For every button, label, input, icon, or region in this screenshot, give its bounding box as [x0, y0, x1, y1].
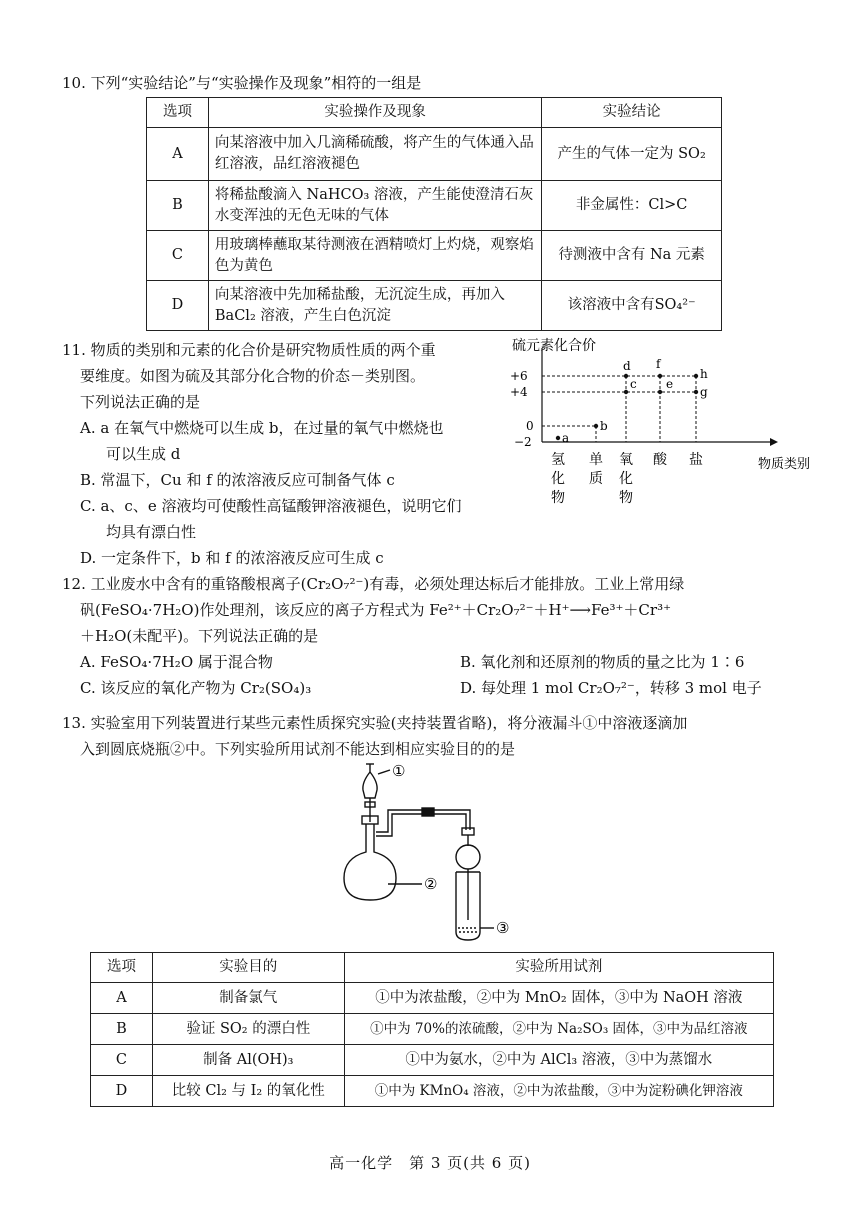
row-option: D — [147, 281, 209, 331]
point-g: g — [700, 385, 708, 399]
category-label: 单质 — [589, 452, 603, 487]
row-reagent: ①中为氨水，②中为 AlCl₃ 溶液，③中为蒸馏水 — [344, 1045, 773, 1076]
question-11-option-c: C. a、c、e 溶液均可使酸性高锰酸钾溶液褪色，说明它们 — [80, 497, 462, 515]
question-12-option-a: A. FeSO₄·7H₂O 属于混合物 — [80, 653, 273, 671]
question-11 — [62, 337, 522, 571]
table-row — [147, 281, 722, 331]
point-e: e — [666, 377, 674, 391]
apparatus-diagram — [330, 760, 550, 945]
header-option: 选项 — [147, 98, 209, 128]
row-option: C — [147, 231, 209, 281]
question-11-option-d: D. 一定条件下，b 和 f 的浓溶液反应可生成 c — [80, 549, 384, 567]
question-10 — [62, 70, 842, 96]
question-11-stem-line1: 11. 物质的类别和元素的化合价是研究物质性质的两个重 — [62, 341, 436, 359]
question-12-options — [62, 649, 842, 701]
question-11-option-a-cont: 可以生成 d — [106, 445, 181, 463]
question-12-stem-line1: 12. 工业废水中含有的重铬酸根离子(Cr₂O₇²⁻)有毒，必须处理达标后才能排放。工业上常用绿 — [62, 575, 685, 593]
page-footer: 高一化学 第 3 页(共 6 页) — [329, 1154, 531, 1172]
row-option: B — [147, 181, 209, 231]
row-operation: 用玻璃棒蘸取某待测液在酒精喷灯上灼烧，观察焰色为黄色 — [208, 231, 541, 281]
point-a: a — [562, 431, 570, 445]
ytick-zero: 0 — [526, 419, 534, 433]
question-12-option-c: C. 该反应的氧化产物为 Cr₂(SO₄)₃ — [80, 679, 312, 697]
question-11-option-c-cont: 均具有漂白性 — [106, 523, 197, 541]
table-row — [147, 181, 722, 231]
table-row — [91, 1045, 774, 1076]
table-row — [91, 1014, 774, 1045]
question-12 — [62, 571, 842, 701]
question-11-option-b: B. 常温下，Cu 和 f 的浓溶液反应可制备气体 c — [80, 471, 395, 489]
ytick-plus6: +6 — [510, 369, 528, 383]
ytick-plus4: +4 — [510, 385, 528, 399]
question-11-stem-line3: 下列说法正确的是 — [80, 393, 201, 411]
question-12-option-d: D. 每处理 1 mol Cr₂O₇²⁻，转移 3 mol 电子 — [460, 679, 762, 697]
ytick-minus2: −2 — [514, 435, 532, 449]
label-funnel: ① — [392, 762, 406, 780]
header-reagent: 实验所用试剂 — [344, 953, 773, 983]
category-label: 氢化物 — [551, 452, 565, 506]
table-header-row — [91, 953, 774, 983]
row-conclusion: 非金属性：Cl>C — [542, 181, 722, 231]
header-option: 选项 — [91, 953, 153, 983]
header-goal: 实验目的 — [152, 953, 344, 983]
question-13-stem-line1: 13. 实验室用下列装置进行某些元素性质探究实验(夹持装置省略)，将分液漏斗①中溶液逐滴加 — [62, 714, 688, 732]
row-option: D — [91, 1076, 153, 1107]
row-reagent: ①中为浓盐酸，②中为 MnO₂ 固体，③中为 NaOH 溶液 — [344, 983, 773, 1014]
sulfur-valence-chart — [500, 334, 811, 524]
point-h: h — [700, 367, 708, 381]
question-11-stem-line2: 要维度。如图为硫及其部分化合物的价态－类别图。 — [80, 367, 426, 385]
row-goal: 验证 SO₂ 的漂白性 — [152, 1014, 344, 1045]
point-c: c — [630, 377, 637, 391]
label-test-tube: ③ — [496, 919, 510, 937]
table-row — [91, 1076, 774, 1107]
question-10-table — [146, 97, 722, 331]
row-goal: 制备氯气 — [152, 983, 344, 1014]
row-option: A — [147, 128, 209, 181]
question-12-option-b: B. 氧化剂和还原剂的物质的量之比为 1∶6 — [460, 653, 745, 671]
row-operation: 向某溶液中加入几滴稀硫酸，将产生的气体通入品红溶液，品红溶液褪色 — [208, 128, 541, 181]
table-header-row — [147, 98, 722, 128]
table-row — [91, 983, 774, 1014]
table-row — [147, 128, 722, 181]
question-13-stem-line2: 入到圆底烧瓶②中。下列实验所用试剂不能达到相应实验目的的是 — [80, 740, 516, 758]
table-row — [147, 231, 722, 281]
category-label: 氧化物 — [619, 452, 633, 506]
header-operation: 实验操作及现象 — [208, 98, 541, 128]
row-operation: 将稀盐酸滴入 NaHCO₃ 溶液，产生能使澄清石灰水变浑浊的无色无味的气体 — [208, 181, 541, 231]
row-option: A — [91, 983, 153, 1014]
category-label: 酸 — [653, 452, 667, 468]
point-d: d — [623, 359, 631, 373]
row-conclusion: 待测液中含有 Na 元素 — [542, 231, 722, 281]
row-option: C — [91, 1045, 153, 1076]
row-conclusion: 该溶液中含有SO₄²⁻ — [542, 281, 722, 331]
row-conclusion: 产生的气体一定为 SO₂ — [542, 128, 722, 181]
row-goal: 比较 Cl₂ 与 I₂ 的氧化性 — [152, 1076, 344, 1107]
row-operation: 向某溶液中先加稀盐酸，无沉淀生成，再加入 BaCl₂ 溶液，产生白色沉淀 — [208, 281, 541, 331]
chart-ylabel: 硫元素化合价 — [512, 338, 596, 354]
point-f: f — [656, 357, 661, 371]
row-option: B — [91, 1014, 153, 1045]
question-11-option-a: A. a 在氧气中燃烧可以生成 b，在过量的氧气中燃烧也 — [80, 419, 444, 437]
header-conclusion: 实验结论 — [542, 98, 722, 128]
row-reagent: ①中为 70%的浓硫酸，②中为 Na₂SO₃ 固体，③中为品红溶液 — [344, 1014, 773, 1045]
question-13 — [62, 710, 842, 762]
question-12-stem-line2: 矾(FeSO₄·7H₂O)作处理剂，该反应的离子方程式为 Fe²⁺＋Cr₂O₇²⁻＋H⁺⟶Fe³⁺＋Cr³⁺ — [80, 601, 672, 619]
question-12-stem-line3: ＋H₂O(未配平)。下列说法正确的是 — [80, 627, 319, 645]
point-b: b — [600, 419, 608, 433]
row-goal: 制备 Al(OH)₃ — [152, 1045, 344, 1076]
row-reagent: ①中为 KMnO₄ 溶液，②中为浓盐酸，③中为淀粉碘化钾溶液 — [344, 1076, 773, 1107]
question-13-table — [90, 952, 774, 1107]
category-label: 盐 — [689, 452, 703, 468]
chart-xlabel: 物质类别 — [758, 457, 811, 472]
question-10-stem: 10. 下列“实验结论”与“实验操作及现象”相符的一组是 — [62, 74, 422, 92]
label-flask: ② — [424, 875, 438, 893]
